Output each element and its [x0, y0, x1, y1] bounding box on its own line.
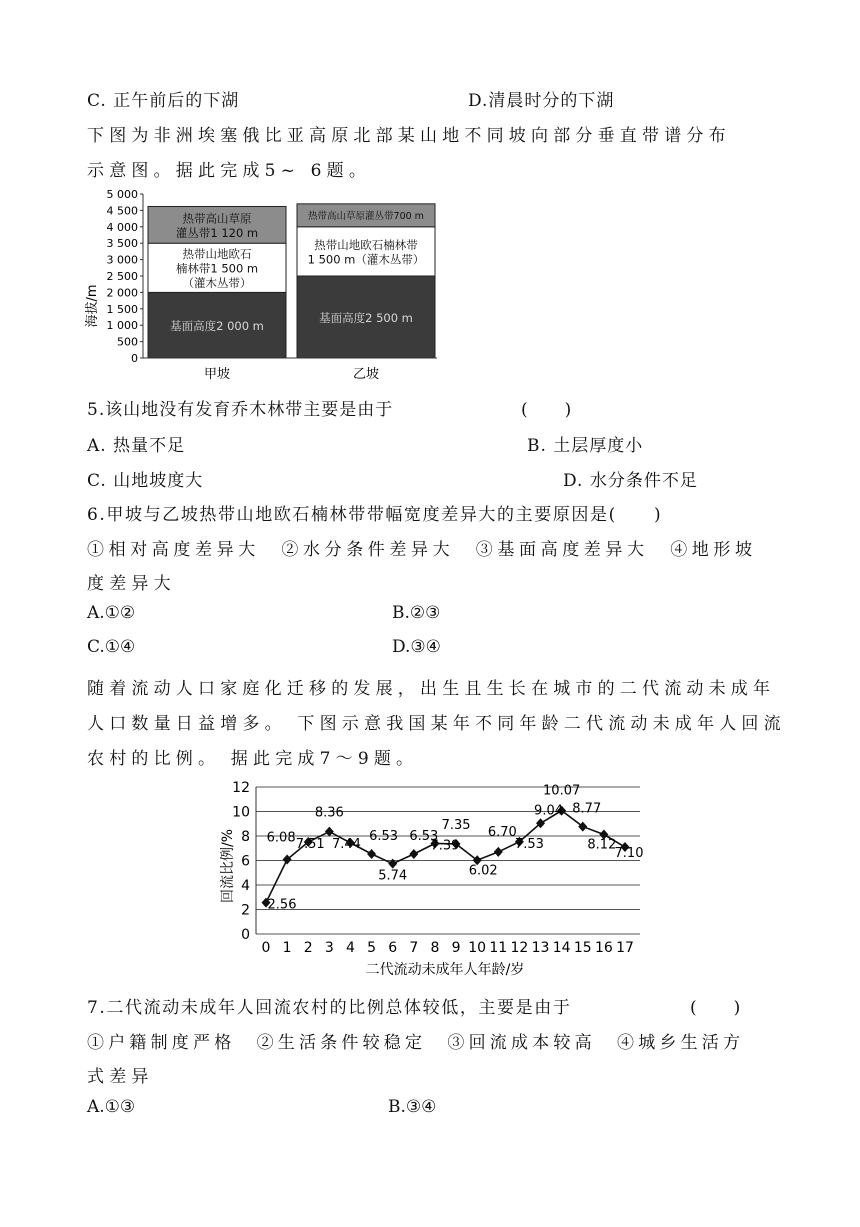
fig1-ytick-label: 0 — [131, 352, 138, 365]
xtick-label: 12 — [510, 940, 529, 956]
xtick-label: 13 — [531, 940, 550, 956]
xtick-label: 4 — [346, 940, 355, 956]
data-label: 7.53 — [514, 836, 544, 852]
intro1-line2: 示意图。据此完成5~ 6题。 — [87, 161, 372, 181]
data-label: 6.53 — [409, 829, 439, 845]
ytick-label: 12 — [232, 780, 250, 796]
data-label: 2.56 — [267, 897, 297, 913]
intro2-line2: 人口数量日益增多。 下图示意我国某年不同年龄二代流动未成年人回流 — [87, 714, 786, 734]
xtick-label: 11 — [489, 940, 508, 956]
xtick-label: 15 — [573, 940, 592, 956]
data-label: 10.07 — [543, 783, 581, 799]
q5-answer-paren: ( ) — [521, 400, 573, 420]
zone-label: 基面高度2 000 m — [170, 318, 264, 333]
zone-label: 热带高山草原灌丛带700 m — [308, 211, 424, 223]
q5-option-d: D. 水分条件不足 — [563, 471, 698, 491]
fig1-ytick-label: 1 500 — [106, 302, 138, 316]
ytick-label: 10 — [232, 804, 250, 821]
intro2-line3: 农村的比例。 据此完成7～9题。 — [87, 749, 419, 769]
zone-label: 热带高山草原 — [182, 211, 252, 226]
q5-option-b: B. 土层厚度小 — [527, 436, 644, 456]
q7-items-line2: 式差异 — [87, 1067, 154, 1087]
q5-option-a: A. 热量不足 — [87, 436, 186, 456]
data-point — [367, 849, 376, 859]
data-label: 7.10 — [614, 846, 644, 862]
data-label: 8.77 — [572, 801, 602, 817]
xtick-label: 10 — [468, 940, 487, 956]
q6-items-line2: 度差异大 — [87, 574, 176, 594]
ytick-label: 8 — [241, 829, 250, 845]
slope-name: 甲坡 — [203, 367, 231, 382]
fig1-ytick-label: 3 000 — [106, 253, 138, 267]
xtick-label: 16 — [594, 940, 613, 956]
zone-label: （灌木丛带） — [182, 276, 252, 291]
fig1-ytick-label: 1 000 — [106, 319, 138, 333]
q7-option-a: A.①③ — [87, 1097, 136, 1117]
q6-option-b: B.②③ — [392, 603, 441, 623]
fig1-ytick-label: 2 000 — [106, 286, 138, 300]
xtick-label: 2 — [303, 940, 313, 956]
data-label: 7.51 — [295, 837, 325, 853]
q7-option-b: B.③④ — [388, 1097, 437, 1117]
vertical-zone-figure — [85, 186, 450, 386]
q6-option-c: C.①④ — [87, 637, 136, 657]
ytick-label: 0 — [241, 927, 250, 943]
return-ratio-chart — [210, 776, 650, 981]
data-label: 6.53 — [369, 829, 399, 845]
q5-stem: 5.该山地没有发育乔木林带主要是由于 — [87, 400, 394, 420]
data-label: 7.35 — [441, 817, 471, 833]
data-label: 6.08 — [266, 830, 296, 846]
zone-label: 基面高度2 500 m — [319, 310, 413, 325]
data-label: 9.04 — [534, 803, 564, 819]
q5-option-c: C. 山地坡度大 — [87, 471, 204, 491]
data-label: 7.44 — [331, 836, 361, 852]
data-point — [325, 827, 334, 837]
ytick-label: 4 — [241, 878, 250, 894]
q7-items-line1: ①户籍制度严格 ②生活条件较稳定 ③回流成本较高 ④城乡生活方 — [87, 1033, 745, 1053]
data-point — [578, 822, 587, 832]
q7-stem: 7.二代流动未成年人回流农村的比例总体较低，主要是由于 — [87, 998, 572, 1018]
q6-option-d: D.③④ — [392, 637, 441, 657]
chart-y-axis-label: 回流比例/% — [220, 828, 236, 904]
fig1-ytick-label: 3 500 — [106, 237, 138, 251]
q6-items-line1: ①相对高度差异大 ②水分条件差异大 ③基面高度差异大 ④地形坡 — [87, 540, 757, 560]
fig1-ytick-label: 500 — [117, 335, 138, 349]
chart-x-axis-label: 二代流动未成年人年龄/岁 — [365, 962, 525, 978]
zone-label: 热带山地欧石 — [182, 247, 252, 262]
q6-stem: 6.甲坡与乙坡热带山地欧石楠林带带幅宽度差异大的主要原因是( ) — [87, 505, 663, 525]
zone-label: 楠林带1 500 m — [175, 261, 259, 276]
xtick-label: 1 — [282, 940, 292, 956]
fig1-ytick-label: 4 000 — [106, 220, 138, 234]
data-label: 8.12 — [587, 837, 617, 853]
xtick-label: 7 — [409, 940, 419, 956]
xtick-label: 14 — [552, 940, 571, 956]
ytick-label: 2 — [241, 902, 250, 919]
data-point — [494, 847, 503, 857]
data-label: 8.36 — [314, 805, 344, 821]
q7-answer-paren: ( ) — [690, 998, 742, 1018]
zone-label: 1 500 m（灌木丛带） — [307, 252, 425, 267]
data-label: 6.70 — [487, 824, 517, 840]
data-point — [409, 849, 418, 859]
xtick-label: 17 — [616, 940, 634, 956]
xtick-label: 5 — [367, 940, 377, 956]
fig1-ytick-label: 4 500 — [106, 204, 138, 218]
data-label: 6.02 — [468, 863, 498, 879]
fig1-y-axis-label: 海拔/m — [85, 284, 100, 328]
xtick-label: 8 — [430, 940, 440, 956]
zone-label: 热带山地欧石楠林带 — [314, 237, 418, 252]
zone-label: 灌丛带1 120 m — [175, 225, 259, 240]
xtick-label: 6 — [388, 940, 398, 956]
ytick-label: 6 — [241, 853, 250, 870]
data-label: 5.74 — [378, 868, 408, 884]
slope-name: 乙坡 — [352, 367, 380, 382]
xtick-label: 9 — [451, 940, 461, 956]
xtick-label: 3 — [324, 940, 334, 956]
q6-option-a: A.①② — [87, 603, 136, 623]
data-label: 7.39 — [430, 838, 460, 854]
intro2-line1: 随着流动人口家庭化迁移的发展，出生且生长在城市的二代流动未成年 — [87, 679, 776, 699]
q4-option-c: C. 正午前后的下湖 — [87, 91, 240, 111]
fig1-ytick-label: 2 500 — [106, 270, 138, 283]
q4-option-d: D.清晨时分的下湖 — [468, 91, 615, 111]
fig1-ytick-label: 5 000 — [106, 188, 138, 201]
intro1-line1: 下图为非洲埃塞俄比亚高原北部某山地不同坡向部分垂直带谱分布 — [87, 126, 731, 146]
xtick-label: 0 — [261, 940, 271, 956]
